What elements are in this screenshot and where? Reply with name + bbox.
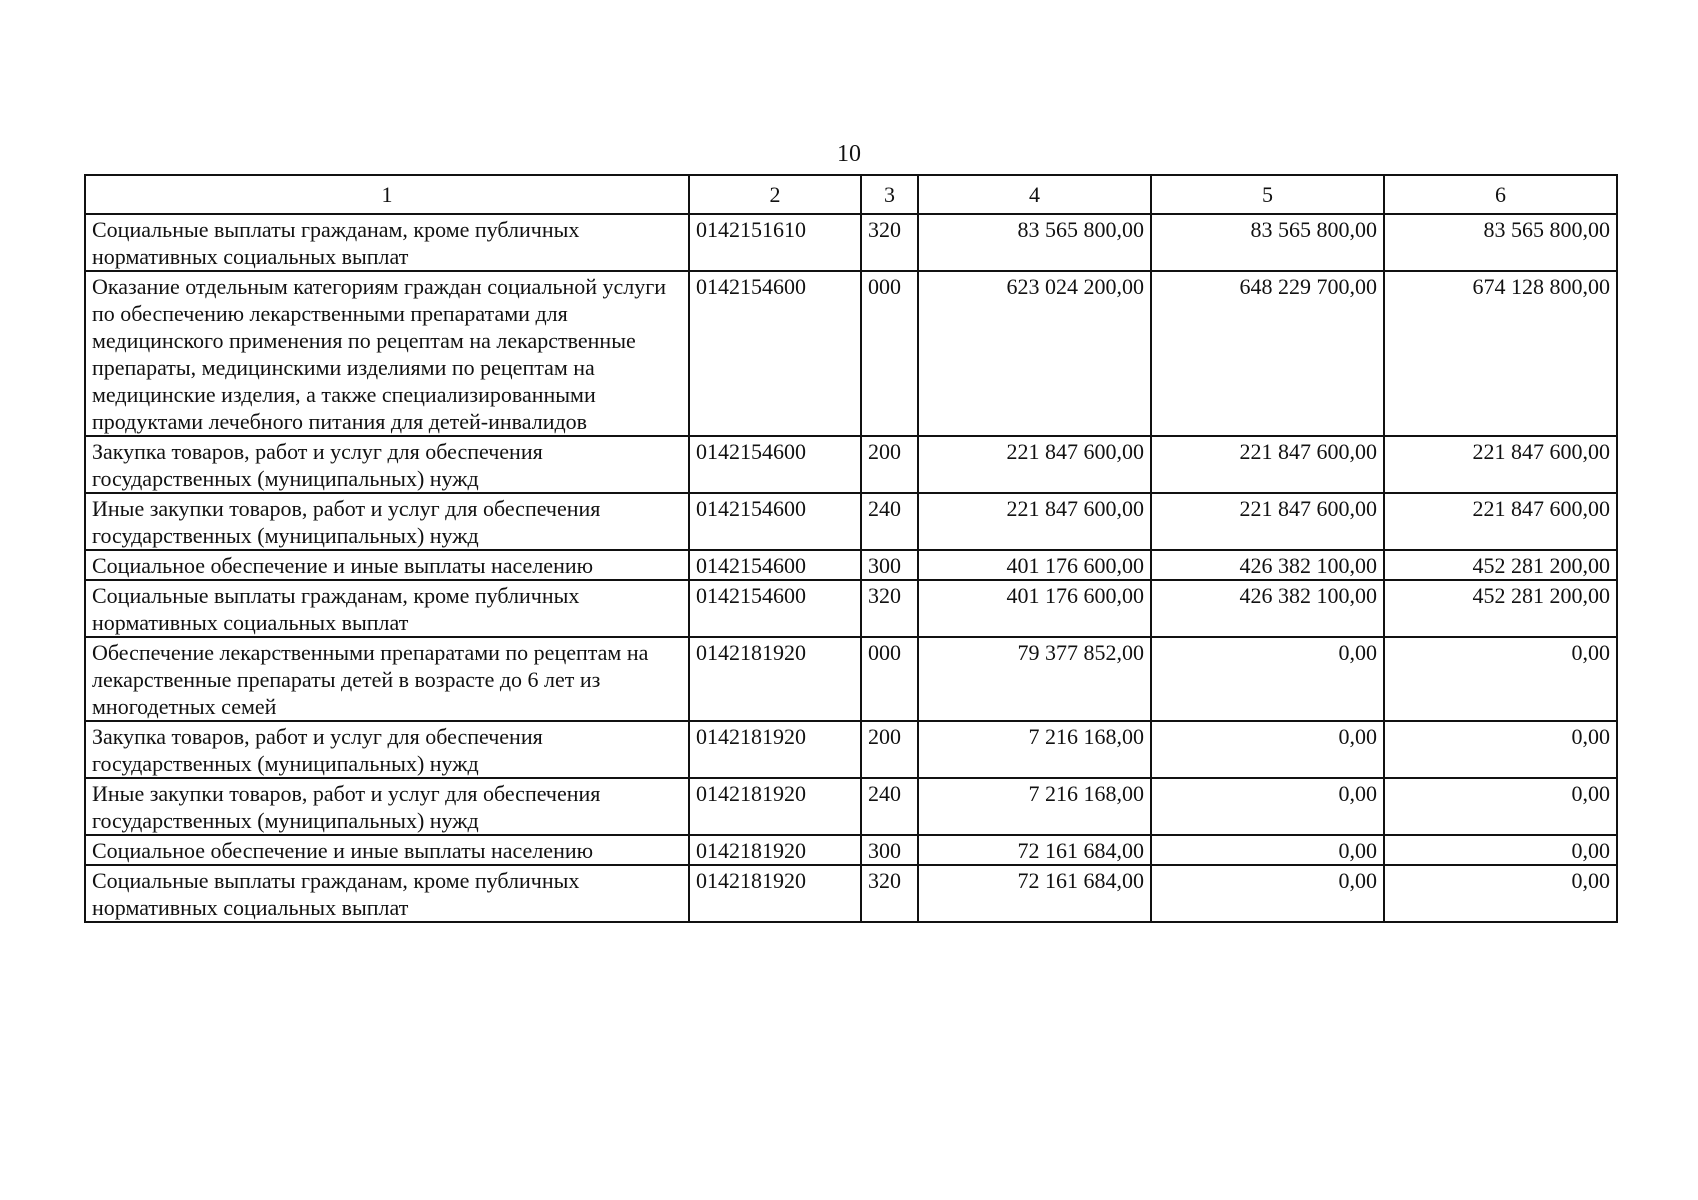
page-number: 10	[837, 141, 861, 167]
amount-col6-cell: 0,00	[1384, 835, 1617, 865]
expense-type-cell: 300	[861, 550, 918, 580]
amount-col5-cell: 426 382 100,00	[1151, 550, 1384, 580]
amount-col6-cell: 221 847 600,00	[1384, 436, 1617, 493]
target-code-cell: 0142181920	[689, 835, 861, 865]
expense-type-cell: 200	[861, 721, 918, 778]
expense-name-cell: Социальное обеспечение и иные выплаты населению	[85, 835, 689, 865]
column-header-1: 1	[85, 175, 689, 214]
amount-col6-cell: 0,00	[1384, 721, 1617, 778]
expense-name-cell: Оказание отдельным категориям граждан социальной услуги по обеспечению лекарственными препаратами для медицинского применения по рецептам на лекарственные препараты, медицинскими изделиями по рецептам на медицинские изделия, а также специализированными продуктами лечебного питания для детей-инвалидов	[85, 271, 689, 436]
amount-col4-cell: 72 161 684,00	[918, 865, 1151, 922]
expense-type-cell: 320	[861, 580, 918, 637]
expense-type-cell: 240	[861, 493, 918, 550]
table-row	[85, 214, 1617, 271]
amount-col4-cell: 401 176 600,00	[918, 580, 1151, 637]
column-header-3: 3	[861, 175, 918, 214]
amount-col4-cell: 401 176 600,00	[918, 550, 1151, 580]
target-code-cell: 0142181920	[689, 637, 861, 721]
expense-name-cell: Закупка товаров, работ и услуг для обеспечения государственных (муниципальных) нужд	[85, 436, 689, 493]
table-row	[85, 778, 1617, 835]
amount-col4-cell: 221 847 600,00	[918, 493, 1151, 550]
expense-type-cell: 200	[861, 436, 918, 493]
amount-col5-cell: 221 847 600,00	[1151, 436, 1384, 493]
amount-col6-cell: 0,00	[1384, 637, 1617, 721]
expense-name-cell: Закупка товаров, работ и услуг для обеспечения государственных (муниципальных) нужд	[85, 721, 689, 778]
amount-col6-cell: 674 128 800,00	[1384, 271, 1617, 436]
target-code-cell: 0142181920	[689, 721, 861, 778]
expense-name-cell: Социальные выплаты гражданам, кроме публичных нормативных социальных выплат	[85, 580, 689, 637]
table-row	[85, 550, 1617, 580]
table-body	[85, 214, 1617, 922]
amount-col4-cell: 72 161 684,00	[918, 835, 1151, 865]
target-code-cell: 0142154600	[689, 271, 861, 436]
target-code-cell: 0142154600	[689, 493, 861, 550]
table-row	[85, 637, 1617, 721]
header-row	[85, 175, 1617, 214]
expense-name-cell: Обеспечение лекарственными препаратами по рецептам на лекарственные препараты детей в возрасте до 6 лет из многодетных семей	[85, 637, 689, 721]
amount-col5-cell: 426 382 100,00	[1151, 580, 1384, 637]
column-header-2: 2	[689, 175, 861, 214]
amount-col6-cell: 221 847 600,00	[1384, 493, 1617, 550]
target-code-cell: 0142154600	[689, 436, 861, 493]
amount-col5-cell: 221 847 600,00	[1151, 493, 1384, 550]
expense-name-cell: Социальное обеспечение и иные выплаты населению	[85, 550, 689, 580]
amount-col6-cell: 452 281 200,00	[1384, 580, 1617, 637]
amount-col6-cell: 0,00	[1384, 778, 1617, 835]
table-row	[85, 493, 1617, 550]
expense-type-cell: 300	[861, 835, 918, 865]
amount-col5-cell: 0,00	[1151, 778, 1384, 835]
expense-name-cell: Иные закупки товаров, работ и услуг для обеспечения государственных (муниципальных) нужд	[85, 778, 689, 835]
amount-col5-cell: 648 229 700,00	[1151, 271, 1384, 436]
table-row	[85, 865, 1617, 922]
expense-type-cell: 000	[861, 637, 918, 721]
column-header-6: 6	[1384, 175, 1617, 214]
amount-col6-cell: 83 565 800,00	[1384, 214, 1617, 271]
expense-type-cell: 000	[861, 271, 918, 436]
amount-col5-cell: 0,00	[1151, 637, 1384, 721]
amount-col4-cell: 79 377 852,00	[918, 637, 1151, 721]
target-code-cell: 0142181920	[689, 778, 861, 835]
table-row	[85, 721, 1617, 778]
amount-col4-cell: 623 024 200,00	[918, 271, 1151, 436]
table-row	[85, 835, 1617, 865]
target-code-cell: 0142181920	[689, 865, 861, 922]
amount-col5-cell: 0,00	[1151, 835, 1384, 865]
amount-col6-cell: 0,00	[1384, 865, 1617, 922]
expense-name-cell: Социальные выплаты гражданам, кроме публичных нормативных социальных выплат	[85, 865, 689, 922]
column-header-4: 4	[918, 175, 1151, 214]
expense-type-cell: 320	[861, 214, 918, 271]
table-row	[85, 436, 1617, 493]
expense-type-cell: 320	[861, 865, 918, 922]
expense-type-cell: 240	[861, 778, 918, 835]
table-row	[85, 580, 1617, 637]
target-code-cell: 0142154600	[689, 580, 861, 637]
amount-col4-cell: 221 847 600,00	[918, 436, 1151, 493]
amount-col5-cell: 0,00	[1151, 865, 1384, 922]
amount-col4-cell: 7 216 168,00	[918, 721, 1151, 778]
expense-name-cell: Иные закупки товаров, работ и услуг для обеспечения государственных (муниципальных) нужд	[85, 493, 689, 550]
amount-col4-cell: 83 565 800,00	[918, 214, 1151, 271]
target-code-cell: 0142151610	[689, 214, 861, 271]
amount-col5-cell: 83 565 800,00	[1151, 214, 1384, 271]
table-header	[85, 175, 1617, 214]
column-header-5: 5	[1151, 175, 1384, 214]
table-row	[85, 271, 1617, 436]
amount-col5-cell: 0,00	[1151, 721, 1384, 778]
amount-col4-cell: 7 216 168,00	[918, 778, 1151, 835]
target-code-cell: 0142154600	[689, 550, 861, 580]
expense-name-cell: Социальные выплаты гражданам, кроме публичных нормативных социальных выплат	[85, 214, 689, 271]
amount-col6-cell: 452 281 200,00	[1384, 550, 1617, 580]
budget-table	[84, 174, 1618, 923]
